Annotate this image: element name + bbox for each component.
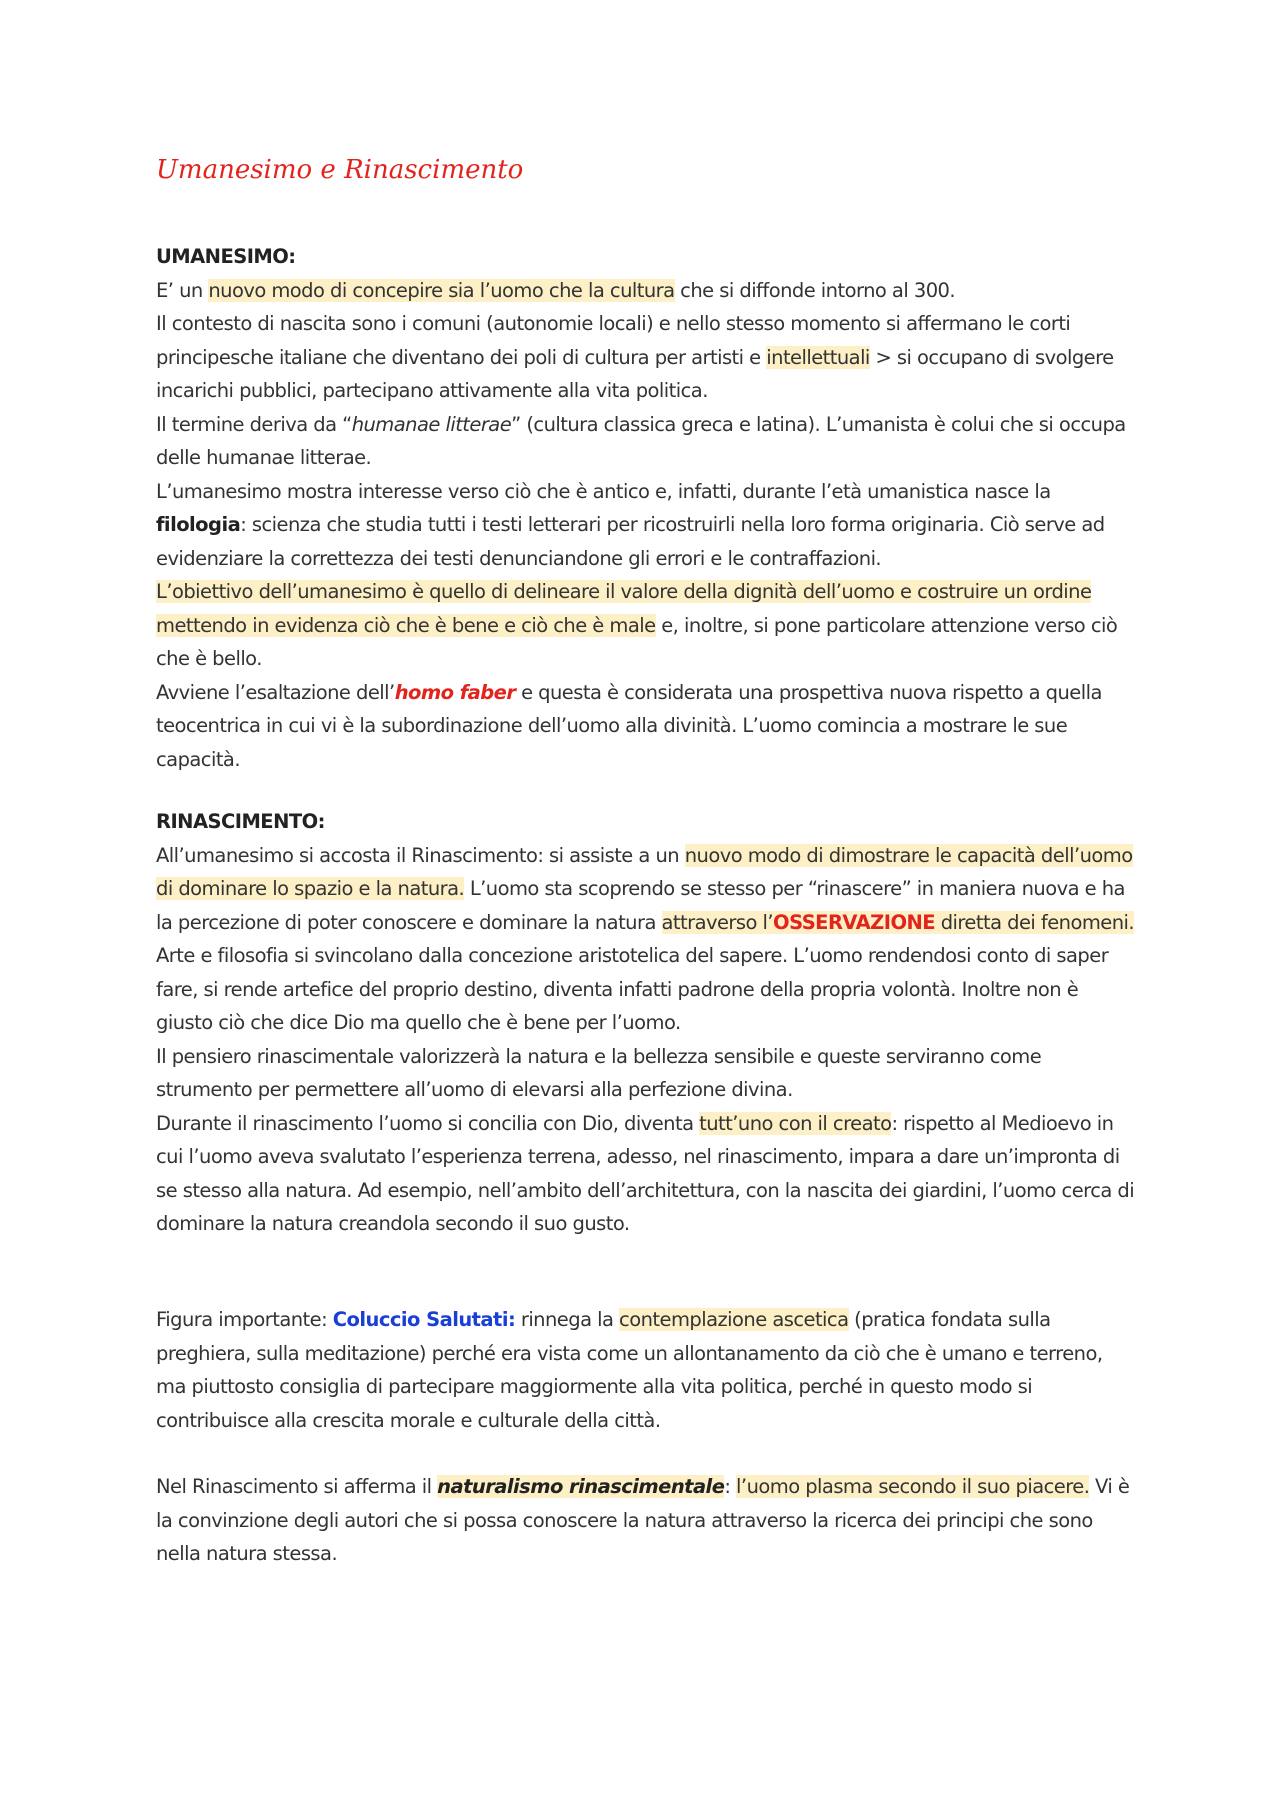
red-term: homo faber	[394, 680, 516, 704]
italic-term: humanae litterae	[351, 412, 512, 436]
section-umanesimo	[156, 240, 1136, 776]
paragraph-rinascimento-4: Durante il rinascimento l’uomo si concilia con Dio, diventa tutt’uno con il creato: rispetto al Medioevo in cui l’uomo aveva svalutato l’esperienza terrena, adesso, nel rinascimento, impara a dare un’impronta di se stesso alla natura. Ad esempio, nell’ambito dell’architettura, con la nascita dei giardini, l’uomo cerca di dominare la natura creandola secondo il suo gusto.	[156, 1111, 1135, 1235]
heading-umanesimo: UMANESIMO:	[156, 245, 296, 268]
blue-name: Coluccio Salutati:	[332, 1308, 516, 1331]
highlight-bold-italic: naturalismo rinascimentale	[437, 1475, 725, 1498]
red-term: OSSERVAZIONE	[773, 910, 936, 934]
highlight: l’uomo plasma secondo il suo piacere.	[736, 1475, 1090, 1498]
paragraph-umanesimo-1: E’ un nuovo modo di concepire sia l’uomo che la cultura che si diffonde intorno al 300.	[156, 278, 956, 302]
highlight: contemplazione ascetica	[619, 1308, 849, 1331]
highlight: nuovo modo di dimostrare le capacità dell’uomo di dominare lo spazio e la natura.	[156, 843, 1133, 900]
heading-rinascimento: RINASCIMENTO:	[156, 810, 325, 833]
paragraph-coluccio: Figura importante: Coluccio Salutati: rinnega la contemplazione ascetica (pratica fondata sulla preghiera, sulla meditazione) perché era vista come un allontanamento da ciò che è umano e terreno, ma piuttosto consiglia di partecipare maggiormente alla vita politica, perché in questo modo si contribuisce alla crescita morale e culturale della città.	[156, 1308, 1103, 1432]
paragraph-umanesimo-3: Il termine deriva da “humanae litterae” (cultura classica greca e latina). L’umanista è colui che si occupa delle humanae litterae.	[156, 412, 1126, 469]
paragraph-umanesimo-4: L’umanesimo mostra interesse verso ciò che è antico e, infatti, durante l’età umanistica nasce la filologia: scienza che studia tutti i testi letterari per ricostruirli nella loro forma originaria. Ciò serve ad evidenziare la correttezza dei testi denunciandone gli errori e le contraffazioni.	[156, 479, 1105, 570]
paragraph-umanesimo-6: Avviene l’esaltazione dell’homo faber e questa è considerata una prospettiva nuova rispetto a quella teocentrica in cui vi è la subordinazione dell’uomo alla divinità. L’uomo comincia a mostrare le sue capacità.	[156, 680, 1102, 771]
bold-term: filologia	[156, 513, 241, 536]
highlight: tutt’uno con il creato	[699, 1111, 892, 1135]
paragraph-rinascimento-3: Il pensiero rinascimentale valorizzerà la natura e la bellezza sensibile e queste serviranno come strumento per permettere all’uomo di elevarsi alla perfezione divina.	[156, 1044, 1042, 1101]
paragraph-umanesimo-5: L’obiettivo dell’umanesimo è quello di delineare il valore della dignità dell’uomo e costruire un ordine mettendo in evidenza ciò che è bene e ciò che è male e, inoltre, si pone particolare attenzione verso ciò che è bello.	[156, 580, 1118, 670]
section-coluccio-salutati	[156, 1303, 1136, 1437]
paragraph-rinascimento-2: Arte e filosofia si svincolano dalla concezione aristotelica del sapere. L’uomo rendendosi conto di saper fare, si rende artefice del proprio destino, diventa infatti padrone della propria volontà. Inoltre non è giusto ciò che dice Dio ma quello che è bene per l’uomo.	[156, 944, 1109, 1034]
highlight: intellettuali	[766, 345, 870, 369]
paragraph-umanesimo-2: Il contesto di nascita sono i comuni (autonomie locali) e nello stesso momento si affermano le corti principesche italiane che diventano dei poli di cultura per artisti e intellettuali > si occupano di svolgere incarichi pubblici, partecipano attivamente alla vita politica.	[156, 312, 1114, 402]
highlight: attraverso l’OSSERVAZIONE diretta dei fenomeni.	[661, 910, 1135, 934]
paragraph-rinascimento-1: All’umanesimo si accosta il Rinascimento: si assiste a un nuovo modo di dimostrare le capacità dell’uomo di dominare lo spazio e la natura. L’uomo sta scoprendo se stesso per “rinascere” in maniera nuova e ha la percezione di poter conoscere e dominare la natura attraverso l’OSSERVAZIONE diretta dei fenomeni.	[156, 843, 1135, 934]
highlight: L’obiettivo dell’umanesimo è quello di delineare il valore della dignità dell’uomo e costruire un ordine mettendo in evidenza ciò che è bene e ciò che è male	[156, 580, 1092, 637]
section-rinascimento	[156, 805, 1136, 1241]
highlight: nuovo modo di concepire sia l’uomo che la cultura	[208, 278, 675, 302]
section-naturalismo	[156, 1470, 1136, 1571]
document-title: Umanesimo e Rinascimento	[156, 155, 524, 185]
paragraph-naturalismo: Nel Rinascimento si afferma il naturalismo rinascimentale: l’uomo plasma secondo il suo piacere. Vi è la convinzione degli autori che si possa conoscere la natura attraverso la ricerca dei principi che sono nella natura stessa.	[156, 1475, 1130, 1565]
